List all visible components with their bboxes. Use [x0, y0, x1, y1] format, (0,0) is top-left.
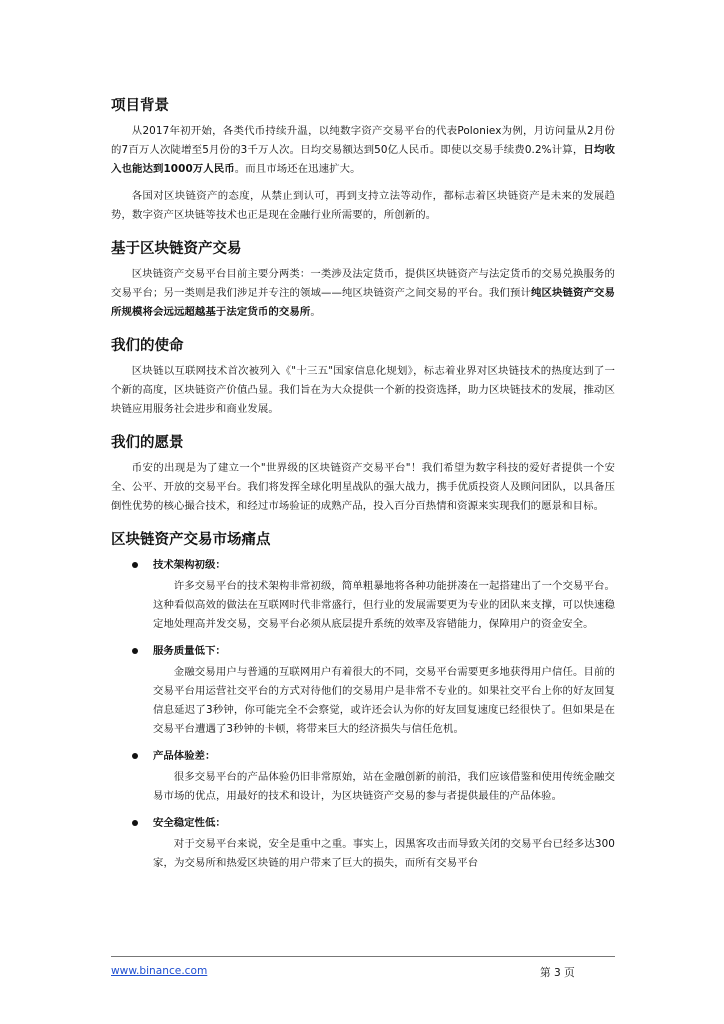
section-heading: 区块链资产交易市场痛点 — [111, 532, 271, 548]
section-background — [111, 96, 615, 225]
section-vision — [111, 433, 615, 516]
bullet-icon — [132, 562, 138, 568]
section-heading: 基于区块链资产交易 — [111, 241, 242, 257]
section-heading: 我们的使命 — [111, 338, 184, 354]
list-item — [111, 814, 615, 873]
list-item-text: 许多交易平台的技术架构非常初级，简单粗暴地将各种功能拼凑在一起搭建出了一个交易平台。这种看似高效的做法在互联网时代非常盛行，但行业的发展需要更为专业的团队来支撑，可以快速稳定地处理高并发交易，交易平台必须从底层提升系统的效率及容错能力，保障用户的资金安全。 — [153, 580, 615, 630]
list-item — [111, 747, 615, 806]
section-pain-points — [111, 530, 615, 873]
text-run: 币安的出现是为了建立一个"世界级的区块链资产交易平台"！我们希望为数字科技的爱好者提供一个安全、公平、开放的交易平台。我们将发挥全球化明星战队的强大战力，携手优质投资人及顾问团队，以具备压倒性优势的核心撮合技术，和经过市场验证的成熟产品，投入百分百热情和资源来实现我们的愿景和目标。 — [111, 462, 615, 512]
section-blockchain-trading — [111, 239, 615, 322]
list-item-text: 金融交易用户与普通的互联网用户有着很大的不同，交易平台需要更多地获得用户信任。目前的交易平台用运营社交平台的方式对待他们的交易用户是非常不专业的。如果社交平台上你的好友回复信息延迟了3秒钟，你可能完全不会察觉，或许还会认为你的好友回复速度已经很快了。但如果是在交易平台遭遇了3秒钟的卡顿，将带来巨大的经济损失与信任危机。 — [153, 666, 615, 735]
bullet-icon — [132, 753, 138, 759]
list-item-title: 安全稳定性低： — [153, 817, 226, 829]
section-mission — [111, 336, 615, 419]
list-item — [111, 556, 615, 634]
section-paragraph — [111, 265, 615, 322]
pain-point-list — [111, 556, 615, 873]
section-paragraph — [111, 459, 615, 516]
section-paragraph — [111, 362, 615, 419]
text-run: 区块链资产交易平台目前主要分两类：一类涉及法定货币，提供区块链资产与法定货币的交易兑换服务的交易平台；另一类则是我们涉足并专注的领域——纯区块链资产之间交易的平台。我们预计 — [111, 268, 615, 299]
document-body — [111, 96, 615, 887]
list-item-text: 对于交易平台来说，安全是重中之重。事实上，因黑客攻击而导致关闭的交易平台已经多达300家，为交易所和热爱区块链的用户带来了巨大的损失，而所有交易平台 — [153, 838, 615, 869]
list-item-title: 产品体验差： — [153, 750, 216, 762]
footer-divider — [111, 956, 615, 957]
list-item-title: 技术架构初级： — [153, 559, 226, 571]
text-run: 区块链以互联网技术首次被列入《"十三五"国家信息化规划》，标志着业界对区块链技术的热度达到了一个新的高度，区块链资产价值凸显。我们旨在为大众提供一个新的投资选择，助力区块链技术的发展，推动区块链应用服务社会进步和商业发展。 — [111, 365, 615, 415]
emphasis-text: 纯区块链资产交易所规模将会远远超越基于法定货币的交易所 — [111, 287, 615, 318]
footer-page-number: 第 3 页 — [540, 967, 575, 979]
list-item — [111, 642, 615, 739]
section-heading: 项目背景 — [111, 98, 169, 114]
footer-website-link[interactable]: www.binance.com — [111, 965, 208, 977]
text-run: 从2017年初开始，各类代币持续升温，以纯数字资产交易平台的代表Poloniex为例，月访问量从2月份的7百万人次陡增至5月份的3千万人次。日均交易额达到50亿人民币。即使以交易手续费0.2%计算， — [111, 125, 615, 156]
text-run: 各国对区块链资产的态度，从禁止到认可，再到支持立法等动作，都标志着区块链资产是未来的发展趋势，数字资产区块链等技术也正是现在金融行业所需要的，所创新的。 — [111, 190, 615, 221]
section-paragraph — [111, 187, 615, 225]
list-item-title: 服务质量低下： — [153, 645, 226, 657]
emphasis-text: 日均收入也能达到1000万人民币 — [111, 144, 615, 175]
list-item-text: 很多交易平台的产品体验仍旧非常原始，站在金融创新的前沿，我们应该借鉴和使用传统金融交易市场的优点，用最好的技术和设计，为区块链资产交易的参与者提供最佳的产品体验。 — [153, 771, 615, 802]
section-heading: 我们的愿景 — [111, 435, 184, 451]
text-run: 。而且市场还在迅速扩大。 — [234, 163, 361, 175]
bullet-icon — [132, 820, 138, 826]
text-run: 。 — [310, 306, 321, 318]
bullet-icon — [132, 648, 138, 654]
section-paragraph — [111, 122, 615, 179]
